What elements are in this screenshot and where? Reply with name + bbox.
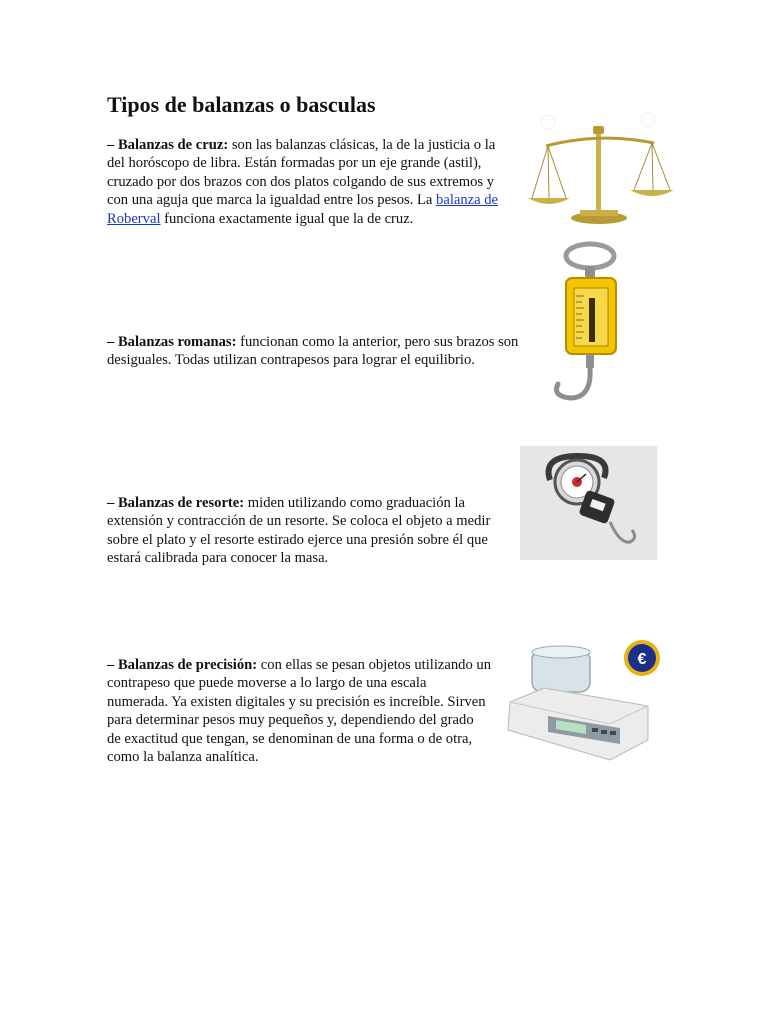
text-balanzas-cruz-end: funciona exactamente igual que la de cruz. <box>160 210 414 227</box>
precision-balance-image <box>498 632 666 766</box>
paragraph-balanzas-precision <box>107 656 491 766</box>
paragraph-balanzas-resorte <box>107 494 509 568</box>
text-balanzas-cruz: son las balanzas clásicas, la de la justicia o la del horóscopo de libra. Están formadas por un eje grande (astil), cruzado por dos brazos con dos platos colgando de sus extremos y con una aguja que marca la igualdad entre los pesos. La <box>107 137 496 209</box>
spring-scale-image <box>520 446 657 560</box>
page-title: Tipos de balanzas o basculas <box>107 92 376 117</box>
link-balanza-roberval[interactable]: balanza de Roberval <box>107 192 499 227</box>
heading-balanzas-resorte: – Balanzas de resorte: <box>107 495 245 511</box>
hanging-scale-image <box>530 238 642 404</box>
text-balanzas-romanas: funcionan como la anterior, pero sus brazos son desiguales. Todas utilizan contrapesos para lograr el equilibrio. <box>107 334 519 369</box>
paragraph-balanzas-cruz <box>107 136 507 228</box>
heading-balanzas-romanas: – Balanzas romanas: <box>107 334 237 350</box>
balance-scale-image <box>520 110 678 228</box>
heading-balanzas-precision: – Balanzas de precisión: <box>107 657 258 673</box>
text-balanzas-precision: con ellas se pesan objetos utilizando un contrapeso que puede moverse a lo largo de una escala numerada. Ya existen digitales y su precisión es increíble. Sirven para determinar pesos muy pequeños y, dependiendo del grado de exactitud que tengan, se denominan de una forma o de otra, como la balanza analítica. <box>107 657 491 766</box>
paragraph-balanzas-romanas <box>107 333 519 370</box>
euro-badge-icon: € <box>637 651 647 668</box>
heading-balanzas-cruz: – Balanzas de cruz: <box>107 137 229 153</box>
text-balanzas-resorte: miden utilizando como graduación la extensión y contracción de un resorte. Se coloca el objeto a medir sobre el plato y el resorte estirado ejerce una presión sobre él que estará calibrada para conocer la masa. <box>107 495 491 567</box>
